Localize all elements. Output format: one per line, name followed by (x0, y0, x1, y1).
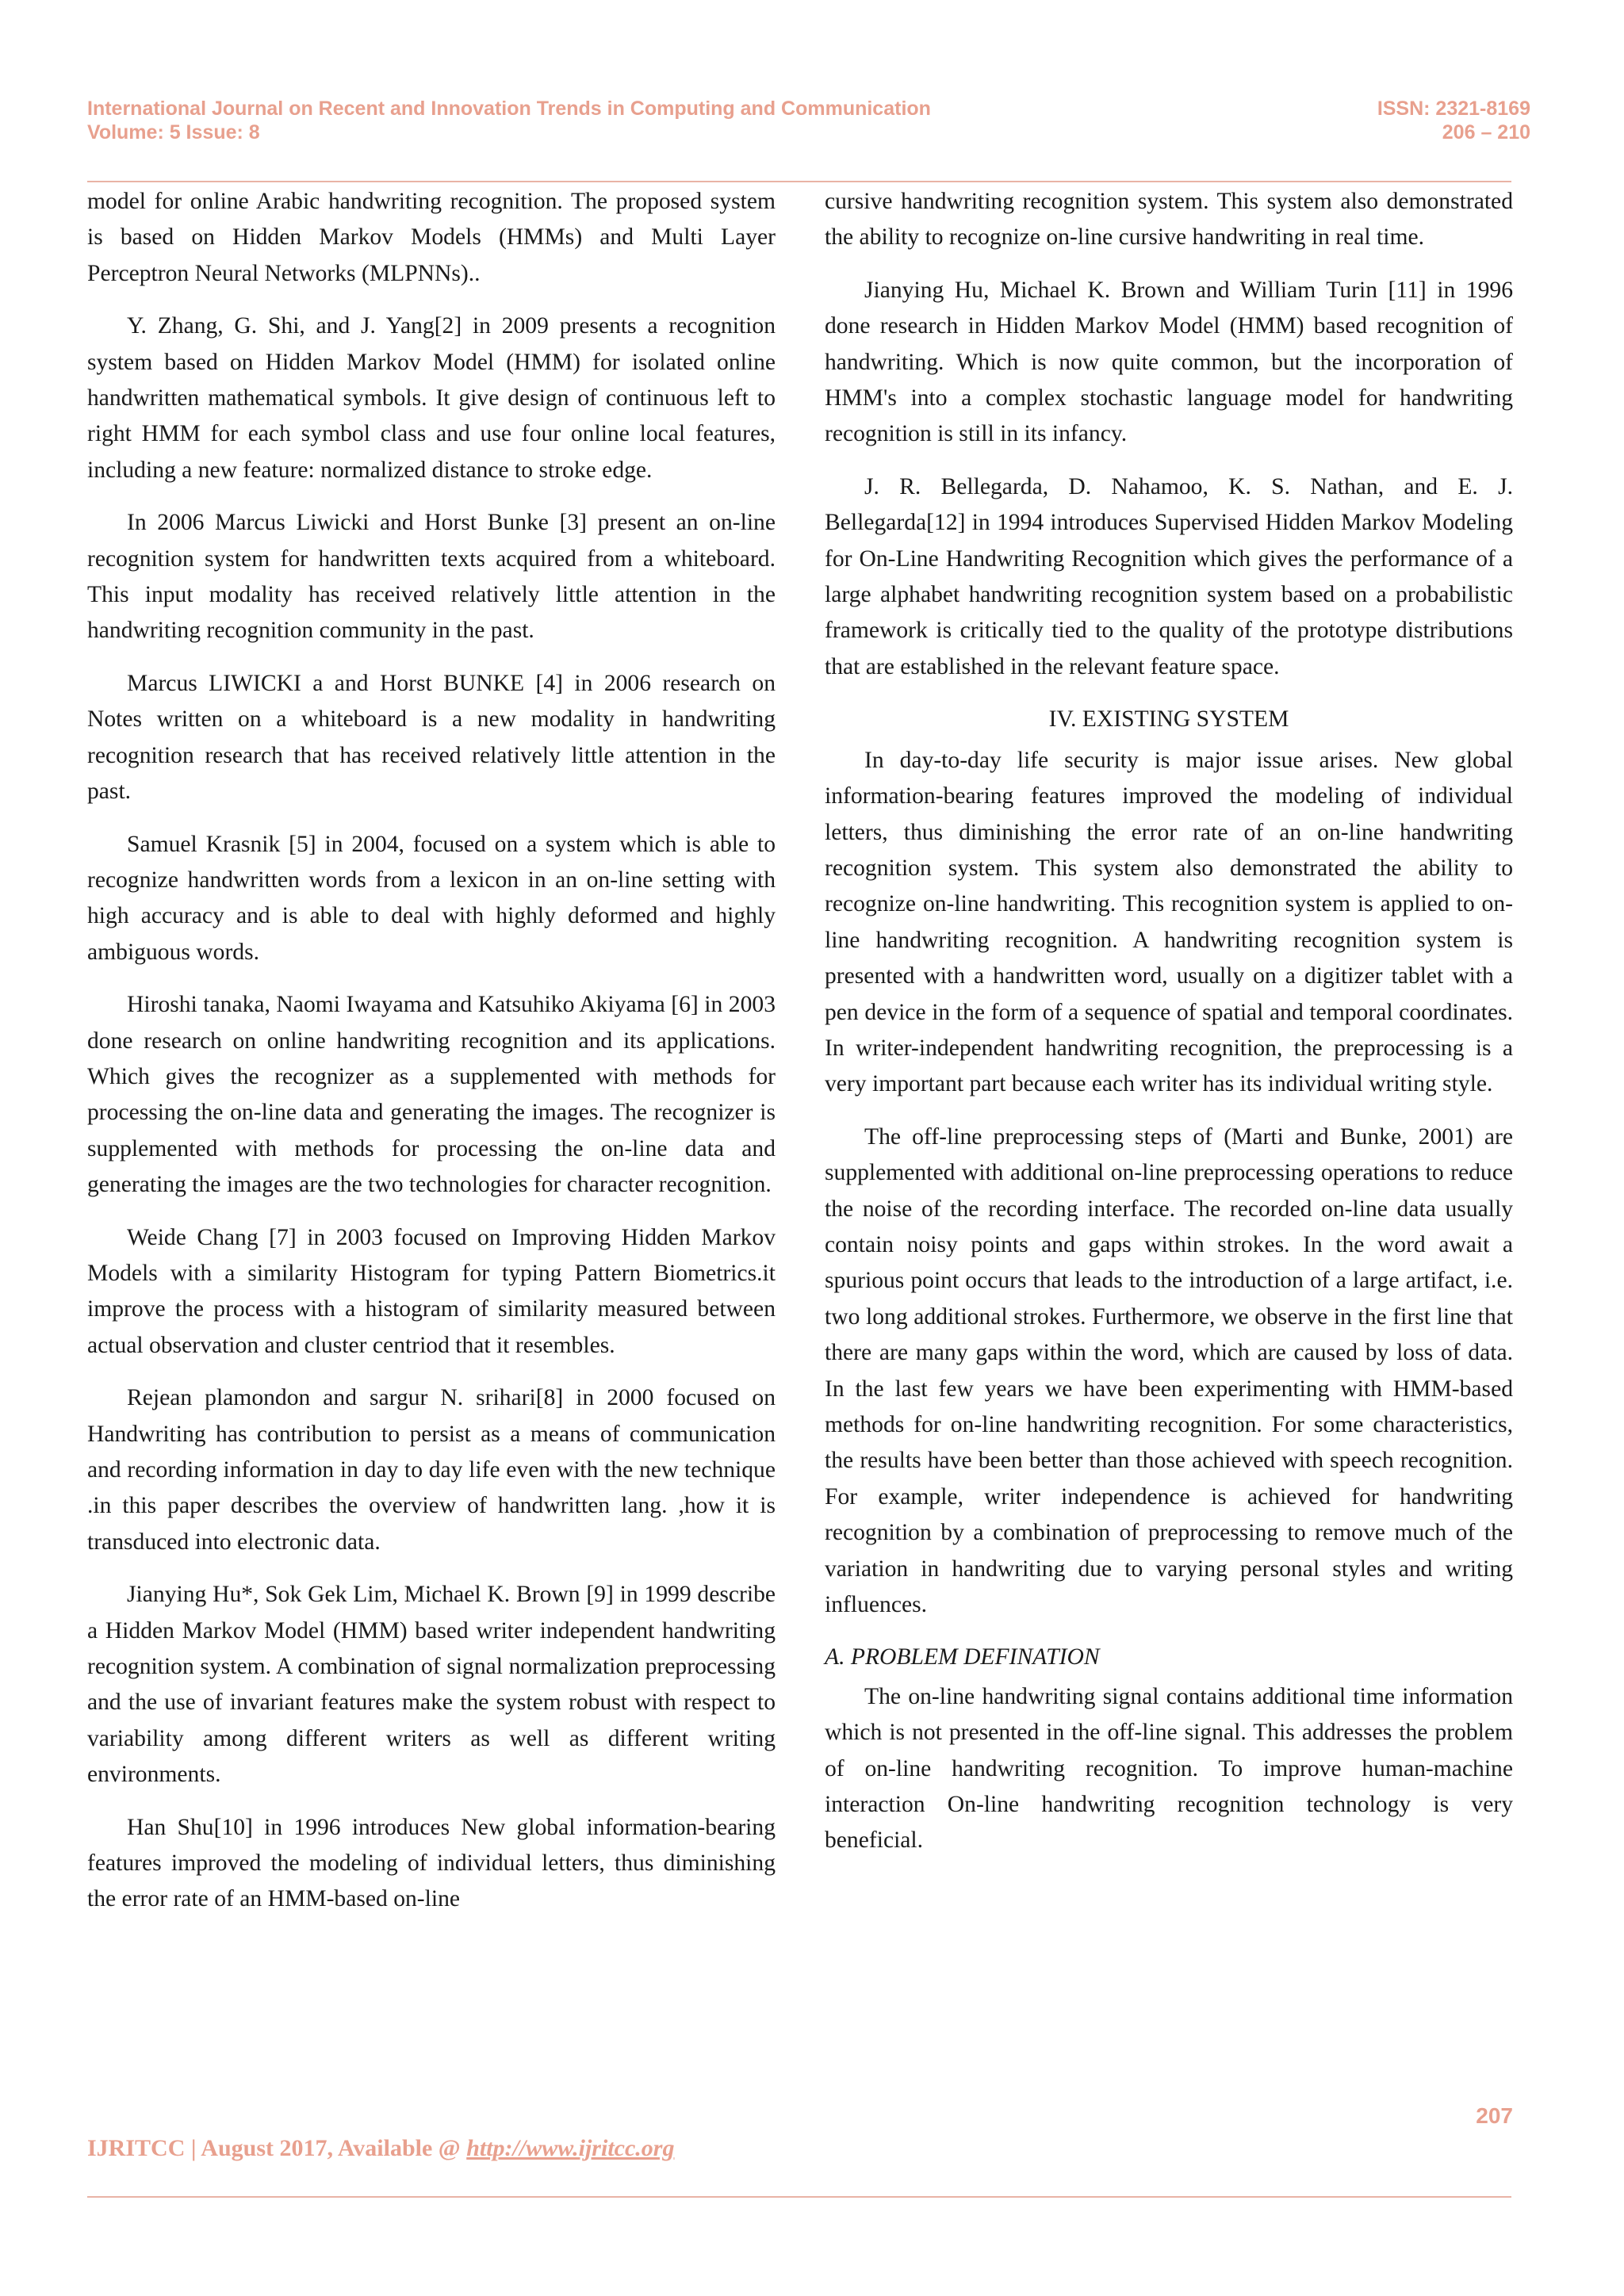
header-divider (87, 181, 1511, 182)
paragraph: cursive handwriting recognition system. This system also demonstrated the ability to recognize on-line cursive handwriting in real time. (825, 189, 1513, 251)
right-column (825, 184, 1513, 1876)
section-heading-existing-system: IV. EXISTING SYSTEM (1048, 706, 1289, 733)
running-header-right (1377, 97, 1530, 144)
paragraph: Rejean plamondon and sargur N. srihari[8] in 2000 focused on Handwriting has contribution to persist as a means of communication and recording information in day to day life even with the new technique .in this paper describes the overview of handwritten lang. ,how it is transduced into electronic data. (87, 1385, 776, 1555)
issn: ISSN: 2321-8169 (1377, 98, 1530, 120)
paragraph: The off-line preprocessing steps of (Marti and Bunke, 2001) are supplemented with additional on-line preprocessing operations to reduce the noise of the recording interface. The recorded on-line data usually contain noisy points and gaps within strokes. In the word await a spurious point occurs that leads to the introduction of a large artifact, i.e. two long additional strokes. Furthermore, we observe in the first line that there are many gaps within the word, which are caused by loss of data. In the last few years we have been experimenting with HMM-based methods for on-line handwriting recognition. For some characteristics, the results have been better than those achieved with speech recognition. For example, writer independence is achieved for handwriting recognition by a combination of preprocessing to remove much of the variation in handwriting due to varying personal styles and writing influences. (825, 1123, 1513, 1618)
running-header-left (87, 97, 931, 144)
paragraph: In 2006 Marcus Liwicki and Horst Bunke [3] present an on-line recognition system for handwritten texts acquired from a whiteboard. This input modality has received relatively little attention in the handwriting recognition community in the past. (87, 510, 776, 644)
paragraph: Samuel Krasnik [5] in 2004, focused on a system which is able to recognize handwritten words from a lexicon in an on-line setting with high accuracy and is able to deal with highly deformed and highly ambiguous words. (87, 831, 776, 965)
paragraph: Han Shu[10] in 1996 introduces New global information-bearing features improved the modeling of individual letters, thus diminishing the error rate of an HMM-based on-line (87, 1814, 776, 1912)
paragraph: Jianying Hu*, Sok Gek Lim, Michael K. Brown [9] in 1999 describe a Hidden Markov Model (HMM) based writer independent handwriting recognition system. A combination of signal normalization preprocessing and the use of invariant features make the system robust with respect to variability among different writers as well as different writing environments. (87, 1582, 776, 1788)
paragraph: Hiroshi tanaka, Naomi Iwayama and Katsuhiko Akiyama [6] in 2003 done research on online handwriting recognition and its applications. Which gives the recognizer as a supplemented with methods for processing the on-line data and generating the images. The recognizer is supplemented with methods for processing the on-line data and generating the images are the two technologies for character recognition. (87, 992, 776, 1198)
paragraph: model for online Arabic handwriting recognition. The proposed system is based on Hidden Markov Models (HMMs) and Multi Layer Perceptron Neural Networks (MLPNNs).. (87, 189, 776, 286)
footer (87, 2135, 674, 2162)
left-column (87, 184, 776, 1934)
paragraph: Weide Chang [7] in 2003 focused on Improving Hidden Markov Models with a similarity Histogram for typing Pattern Biometrics.it improve the process with a histogram of similarity measured between actual observation and cluster centriod that it resembles. (87, 1224, 776, 1358)
subsection-heading-problem-definition: A. PROBLEM DEFINATION (825, 1644, 1100, 1670)
journal-link[interactable]: http://www.ijritcc.org (466, 2135, 675, 2161)
paragraph: J. R. Bellegarda, D. Nahamoo, K. S. Nathan, and E. J. Bellegarda[12] in 1994 introduces Supervised Hidden Markov Modeling for On-Line Handwriting Recognition which gives the performance of a large alphabet handwriting recognition system based on a probabilistic framework is critically tied to the quality of the prototype distributions that are established in the relevant feature space. (825, 473, 1513, 679)
footer-divider (87, 2196, 1511, 2198)
paragraph: Jianying Hu, Michael K. Brown and William Turin [11] in 1996 done research in Hidden Markov Model (HMM) based recognition of handwriting. Which is now quite common, but the incorporation of HMM's into a complex stochastic language model for handwriting recognition is still in its infancy. (825, 277, 1513, 447)
paragraph: Marcus LIWICKI a and Horst BUNKE [4] in 2006 research on Notes written on a whiteboard is a new modality in handwriting recognition research that has received relatively little attention in the past. (87, 670, 776, 805)
journal-title: International Journal on Recent and Innovation Trends in Computing and Communication (87, 98, 931, 120)
volume-issue: Volume: 5 Issue: 8 (87, 121, 260, 144)
footer-text: IJRITCC | August 2017, Available @ (87, 2135, 467, 2161)
paragraph: Y. Zhang, G. Shi, and J. Yang[2] in 2009 presents a recognition system based on Hidden Markov Model (HMM) for isolated online handwritten mathematical symbols. It give design of continuous left to right HMM for each symbol class and use four online local features, including a new feature: normalized distance to stroke edge. (87, 313, 776, 483)
paragraph: In day-to-day life security is major issue arises. New global information-bearing features improved the modeling of individual letters, thus diminishing the error rate of an on-line handwriting recognition system. This system also demonstrated the ability to recognize on-line handwriting. This recognition system is applied to on-line handwriting recognition. A handwriting recognition system is presented with a handwritten word, usually on a digitizer tablet with a pen device in the form of a sequence of spatial and temporal coordinates. In writer-independent handwriting recognition, the preprocessing is a very important part because each writer has its individual writing style. (825, 747, 1513, 1097)
paragraph: The on-line handwriting signal contains additional time information which is not presented in the off-line signal. This addresses the problem of on-line handwriting recognition. To improve human-machine interaction On-line handwriting recognition technology is very beneficial. (825, 1683, 1513, 1854)
page-number: 207 (1476, 2103, 1513, 2128)
page-range: 206 – 210 (1442, 121, 1530, 144)
